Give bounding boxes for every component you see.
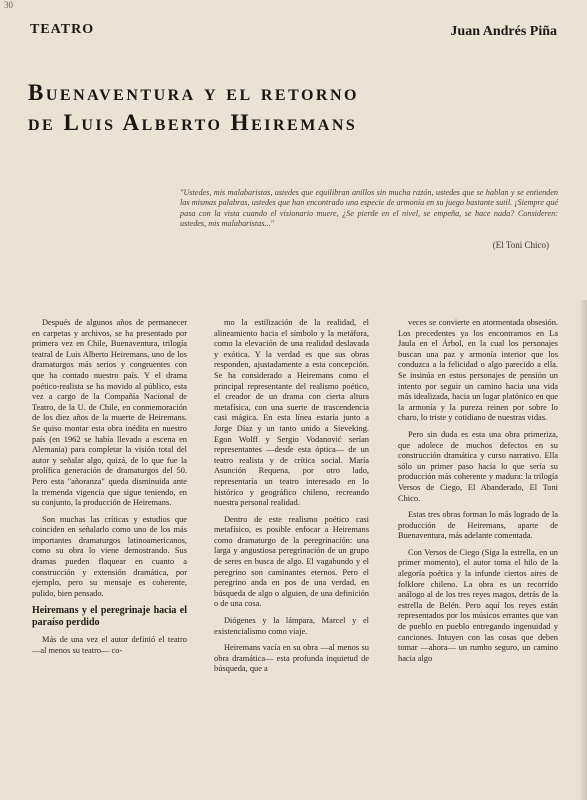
paragraph: Con Versos de Ciego (Siga la estrella, en un primer momento), el autor toma el hilo de la alegoría poética y la infunde ciertos aires de folklore chileno. La obra es un recorrido análogo al de los tres reyes magos, detrás de la estrella de Belén. Pero aquí los reyes están representados por los músicos errantes que van de pueblo en pueblo entregando ingenuidad y canciones. Intuyen con las cosas que deben tomar —ahora— un rumbo seguro, un camino hacia algo <box>398 547 558 663</box>
text-column-2 <box>214 318 369 681</box>
paragraph: Estas tres obras forman lo más logrado de la producción de Heiremans, aparte de Buenaventura, más adelante comentada. <box>398 510 558 541</box>
paragraph: veces se convierte en atormentada obsesión. Los precedentes ya los encontramos en La Jaula en el Árbol, en la cual los personajes buscan una paz y armonía interior que los conduzca a la felicidad o algo parecido a ella. Se insinúa en estos personajes de pensión un intento por seguir un camino hacia una vida más idealizada, hacia un lugar platónico en que la armonía y la pureza reinen por sobre lo charo, lo triste y cotidiano de nuestras vidas. <box>398 318 558 423</box>
paragraph: Pero sin duda es esta una obra primeriza, que adolece de muchos defectos en su construcción dramática y curso narrativo. Ella sólo un primer paso hacia lo que sería su producción más coherente y madura: la trilogía Versos de Ciego, El Abanderado, El Toni Chico. <box>398 429 558 503</box>
section-subheading: Heiremans y el peregrinaje hacia el paraíso perdido <box>32 605 187 629</box>
article-title <box>28 78 568 138</box>
text-column-1 <box>32 318 187 663</box>
paragraph: Más de una vez el autor definió el teatro —al menos su teatro— co- <box>32 635 187 656</box>
paragraph: Son muchas las críticas y estudios que coinciden en señalarlo como uno de los más importantes dramaturgos latinoamericanos, como su obra lo viene demostrando. Sus dramas pueden flaquear en cuanto a construcción y extensión dramática, por ejemplo, pero su mensaje es coherente, pulido, bien pensado. <box>32 514 187 598</box>
author-name: Juan Andrés Piña <box>450 24 557 39</box>
text-column-3 <box>398 318 558 670</box>
title-line-1: Buenaventura y el retorno <box>28 80 359 105</box>
page-number: 30 <box>4 0 13 10</box>
paragraph: Dentro de este realismo poético casi metafísico, es posible enfocar a Heiremans como dramaturgo de la peregrinación: una larga y angustiosa peregrinación de un grupo de seres en busca de algo. El vagabundo y el peregrino son caminantes eternos. Pero el peregrino anda en pos de una verdad, en búsqueda de algo o alguien, de una definición o de una cosa. <box>214 514 369 609</box>
title-line-2: de Luis Alberto Heiremans <box>28 110 358 135</box>
epigraph-source: (El Toni Chico) <box>492 240 549 250</box>
paragraph: Diógenes y la lámpara, Marcel y el existencialismo como viaje. <box>214 616 369 636</box>
section-label: TEATRO <box>30 22 95 37</box>
paragraph: mo la estilización de la realidad, el alineamiento hacia el símbolo y la metáfora, como la elevación de una realidad deslavada y exótica. Y la verdad es que sus obras responden, ajustadamente a esta concepción. Se ha considerado a Heiremans como el principal representante del realismo poético, el creador de un drama con cierta altura metafísica, con una suerte de trascendencia casi mágica. En esta línea estaría junto a Jorge Díaz y un tanto unido a Sieveking. Egon Wolff y Sergio Vodanović serían representantes —desde esta óptica— de un teatro realista y de crítica social. María Asunción Requena, por otro lado, representaría un teatro interesado en lo histórico y geográfico chileno, recreando nuestra personal realidad. <box>214 318 369 508</box>
page-edge-shadow <box>579 300 587 800</box>
paragraph: Heiremans vacía en su obra —al menos su obra dramática— esta profunda inquietud de búsqueda, que a <box>214 643 369 674</box>
paragraph: Después de algunos años de permanecer en carpetas y archivos, se ha presentado por primera vez en Chile, Buenaventura, trilogía teatral de Luis Alberto Heiremans, uno de los dramaturgos más serios y congruentes con que ha contado nuestro país. Y el drama poético-realista se ha movido al público, esta vez a cargo de la Compañía Nacional de Teatro, de la U. de Chile, en conmemoración de los diez años de la muerte de Heiremans. Se quiso montar esta obra inédita en nuestro país (en 1962 se había llevado a escena en Alemania) para completar la visión total del autor y señalar algo, quizá, de lo que fue la prolífica generación de dramaturgos del 50. Pero esta "añoranza" queda disminuida ante la tremenda vigencia que sigue teniendo, en su conjunto, la producción de Heiremans. <box>32 318 187 508</box>
epigraph-quote: "Ustedes, mis malabaristas, ustedes que equilibran anillos sin mucha razón, ustedes que se hablan y se entienden las mismas palabras, ustedes que han encontrado una especie de armonía en su juego bastante sutil. ¡Siempre qué pasa con la vista cuando el visionario muere, ¿Se pierde en el nivel, se empeña, se hace nada? Consideren: ustedes, mis malabaristas..." <box>180 188 558 229</box>
